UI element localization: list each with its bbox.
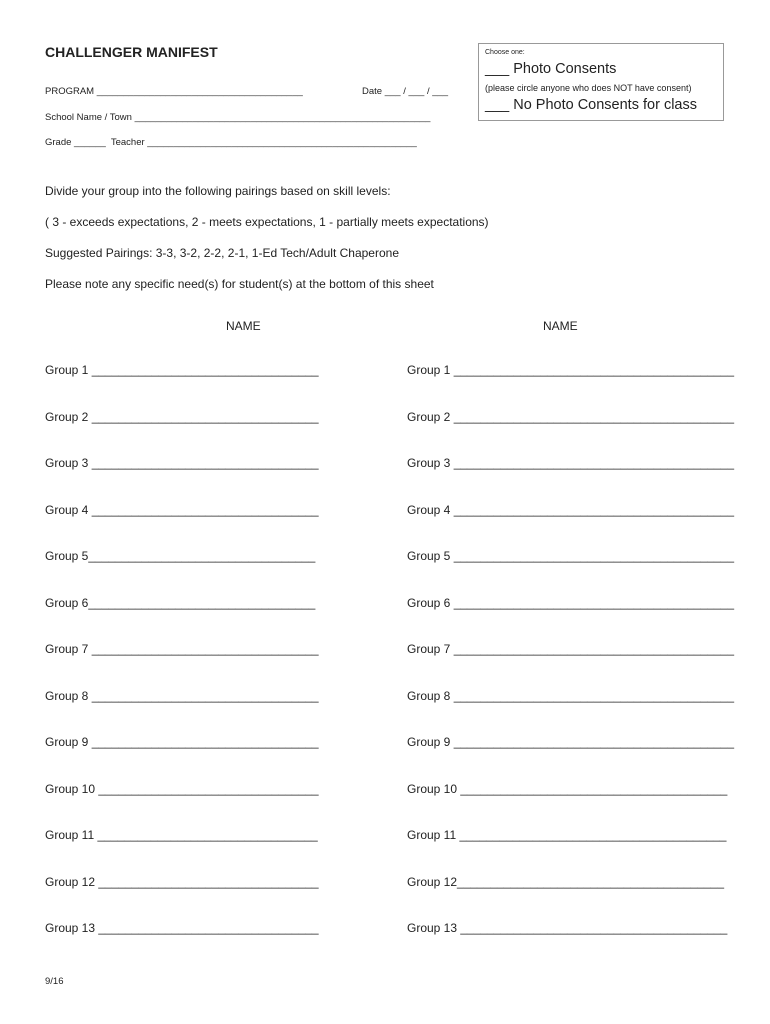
group-entry-left[interactable]: Group 5__________________________________ (45, 549, 316, 563)
grade-teacher-field[interactable]: Grade ______ Teacher ___________________________________________________ (45, 137, 417, 148)
group-entry-right[interactable]: Group 6 __________________________________________ (407, 595, 734, 610)
group-entry-left[interactable]: Group 13 _________________________________ (45, 921, 319, 935)
group-entry-left[interactable]: Group 1 __________________________________ (45, 363, 319, 377)
right-column-header: NAME (543, 319, 578, 333)
group-entry-right[interactable]: Group 10 ________________________________________ (407, 781, 728, 796)
group-entry-right[interactable]: Group 11 ________________________________________ (407, 828, 727, 842)
group-entry-left[interactable]: Group 10 _________________________________ (45, 781, 319, 796)
no-photo-consents-option[interactable]: ___ No Photo Consents for class (485, 97, 697, 113)
group-entry-right[interactable]: Group 3 __________________________________________ (407, 456, 734, 470)
group-entry-right[interactable]: Group 9 __________________________________________ (407, 735, 734, 749)
group-entry-right[interactable]: Group 1 __________________________________________ (407, 363, 734, 377)
group-entry-right[interactable]: Group 7 __________________________________________ (407, 642, 734, 656)
group-entry-right[interactable]: Group 2 __________________________________________ (407, 409, 734, 424)
school-town-field[interactable]: School Name / Town ________________________________________________________ (45, 112, 431, 123)
date-field[interactable]: Date ___ / ___ / ___ (362, 86, 449, 97)
form-title: CHALLENGER MANIFEST (45, 44, 218, 60)
group-entry-left[interactable]: Group 4 __________________________________ (45, 502, 319, 517)
group-entry-right[interactable]: Group 8 __________________________________________ (407, 688, 734, 703)
group-entry-left[interactable]: Group 11 _________________________________ (45, 828, 318, 842)
group-entry-left[interactable]: Group 2 __________________________________ (45, 409, 319, 424)
program-field[interactable]: PROGRAM _______________________________________ (45, 86, 303, 97)
photo-consents-option[interactable]: ___ Photo Consents (485, 61, 617, 77)
left-column-header: NAME (226, 319, 261, 333)
photo-consent-box (478, 43, 724, 121)
group-entry-right[interactable]: Group 5 __________________________________________ (407, 549, 734, 563)
version-footer: 9/16 (45, 976, 64, 987)
instruction-line: Suggested Pairings: 3-3, 3-2, 2-2, 2-1, 1-Ed Tech/Adult Chaperone (45, 246, 399, 260)
group-entry-left[interactable]: Group 7 __________________________________ (45, 642, 319, 656)
group-entry-right[interactable]: Group 4 __________________________________________ (407, 502, 734, 517)
group-entry-left[interactable]: Group 12 _________________________________ (45, 874, 319, 889)
group-entry-right[interactable]: Group 12________________________________________ (407, 874, 724, 889)
instruction-line: Divide your group into the following pairings based on skill levels: (45, 184, 391, 198)
group-entry-left[interactable]: Group 9 __________________________________ (45, 735, 319, 749)
choose-one-label: Choose one: (485, 49, 525, 56)
group-entry-left[interactable]: Group 6__________________________________ (45, 595, 316, 610)
instruction-line: ( 3 - exceeds expectations, 2 - meets expectations, 1 - partially meets expectations) (45, 215, 489, 229)
group-entry-left[interactable]: Group 8 __________________________________ (45, 688, 319, 703)
instruction-line: Please note any specific need(s) for student(s) at the bottom of this sheet (45, 277, 434, 291)
circle-note: (please circle anyone who does NOT have consent) (485, 83, 692, 93)
group-entry-left[interactable]: Group 3 __________________________________ (45, 456, 319, 470)
group-entry-right[interactable]: Group 13 ________________________________________ (407, 921, 728, 935)
